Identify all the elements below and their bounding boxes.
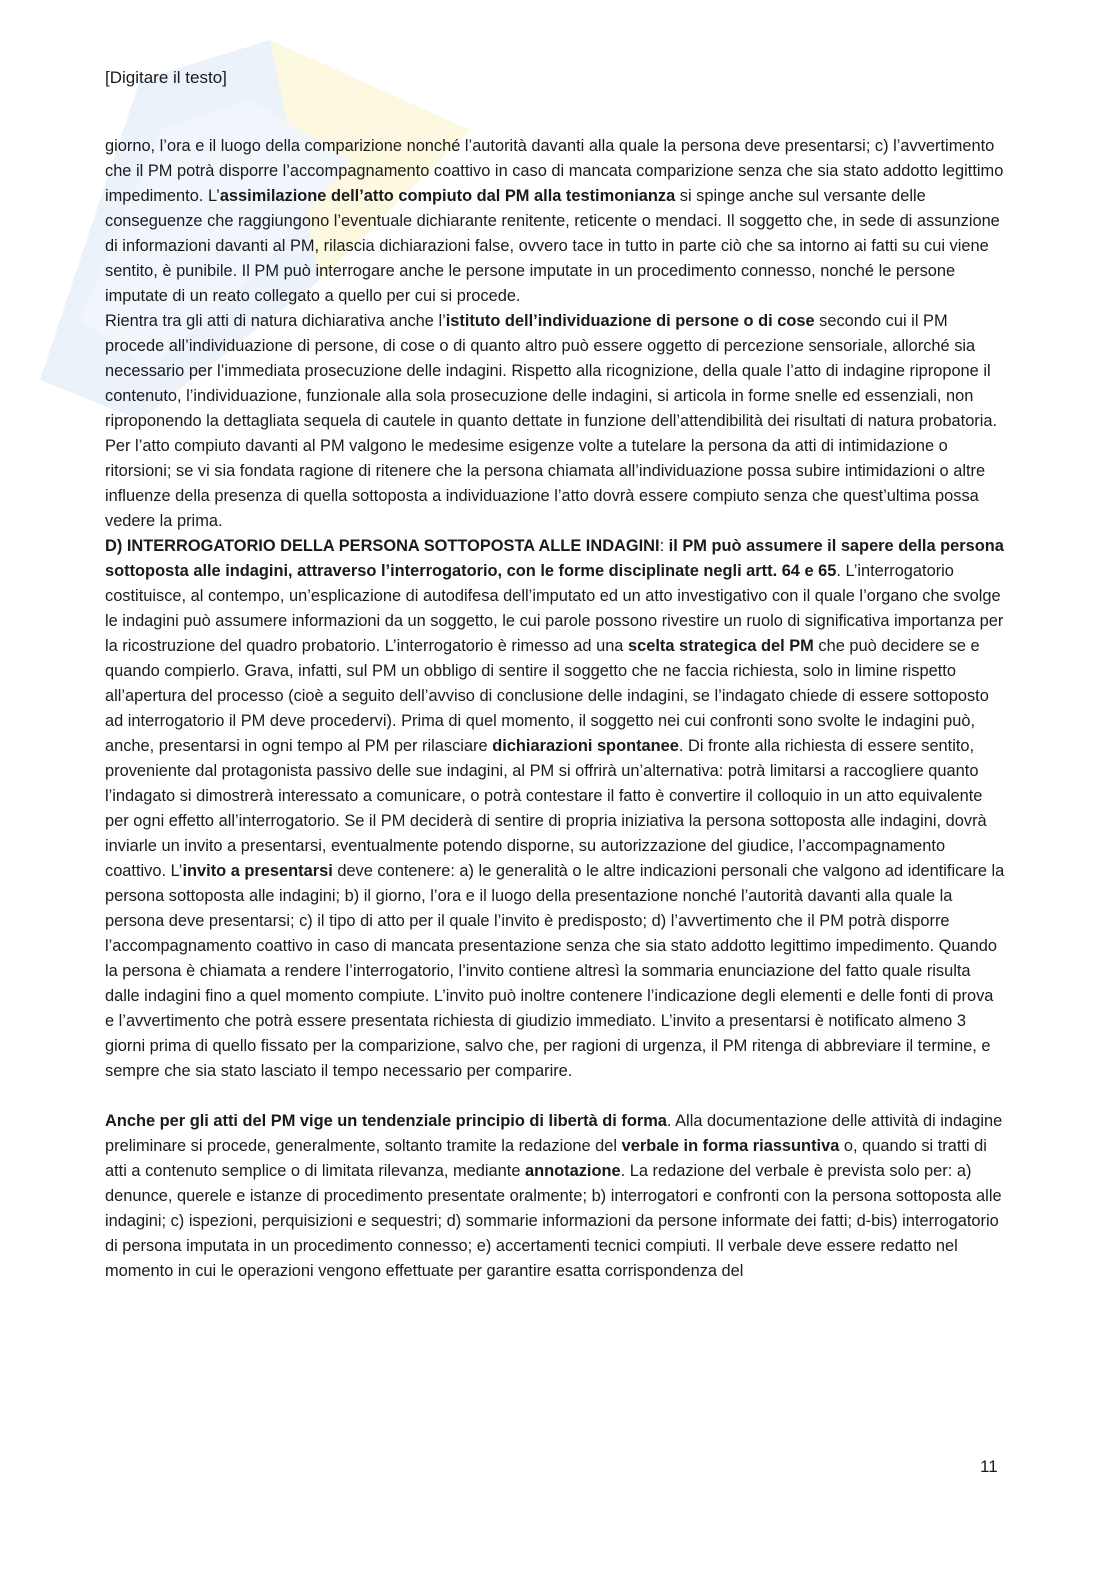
bold-text: Anche per gli atti del PM vige un tendenziale principio di libertà di forma xyxy=(105,1112,667,1130)
bold-text: annotazione xyxy=(525,1162,621,1180)
bold-text: il PM può assumere il sapere della persona sottoposta alle indagini, attraverso l’interrogatorio, con le forme disciplinate negli artt. 64 e 65 xyxy=(105,537,1004,580)
bold-text: invito a presentarsi xyxy=(182,862,333,880)
text-run: si spinge anche sul versante delle conseguenze che raggiungono l’eventuale dichiarante renitente, reticente o mendaci. Il soggetto che, in sede di assunzione di informazioni davanti al PM, rilascia dichiarazioni false, ovvero tace in tutto in parte ciò che sa intorno ai fatti su cui viene sentito, è punibile. Il PM può interrogare anche le persone imputate in un procedimento connesso, nonché le persone imputate di un reato collegato a quello per cui si procede. xyxy=(105,187,1000,305)
text-run: . La redazione del verbale è prevista solo per: a) denunce, querele e istanze di procedimento presentate oralmente; b) interrogatori e confronti con la persona sottoposta alle indagini; c) ispezioni, perquisizioni e sequestri; d) sommarie informazioni da persone informate dei fatti; d-bis) interrogatorio di persona imputata in un procedimento connesso; e) accertamenti tecnici compiuti. Il verbale deve essere redatto nel momento in cui le operazioni vengono effettuate per garantire esatta corrispondenza del xyxy=(105,1162,1002,1280)
text-run: o, quando si tratti di atti a contenuto semplice o di limitata rilevanza, mediante xyxy=(105,1137,987,1180)
bold-text: scelta strategica del PM xyxy=(627,637,814,655)
paragraph xyxy=(105,134,1005,309)
bold-text: D) INTERROGATORIO DELLA PERSONA SOTTOPOSTA ALLE INDAGINI xyxy=(105,537,660,555)
text-run: Rientra tra gli atti di natura dichiarativa anche l’ xyxy=(105,312,446,330)
text-run: . Di fronte alla richiesta di essere sentito, proveniente dal protagonista passivo delle sue indagini, al PM si offrirà un’alternativa: potrà limitarsi a raccogliere quanto l’indagato si dimostrerà interessato a comunicare, o potrà contestare il fatto è convertire il colloquio in un atto equivalente per ogni effetto all’interrogatorio. Se il PM deciderà di sentire di propria iniziativa la persona sottoposta alle indagini, dovrà inviarle un invito a presentarsi, eventualmente potendo disporne, su autorizzazione del giudice, l’accompagnamento coattivo. L’ xyxy=(105,737,987,880)
bold-text: istituto dell’individuazione di persone o di cose xyxy=(445,312,815,330)
page-number: 11 xyxy=(980,1457,998,1476)
bold-text: dichiarazioni spontanee xyxy=(492,737,679,755)
text-run: secondo cui il PM procede all’individuazione di persone, di cose o di quanto altro può essere oggetto di percezione sensoriale, allorché sia necessario per l’immediata prosecuzione delle indagini. Rispetto alla ricognizione, della quale l’atto di indagine ripropone il contenuto, l’individuazione, funzionale alla sola prosecuzione delle indagini, si articola in forme snelle ed essenziali, non riproponendo la dettagliata sequela di cautele in quanto dettate in funzione dell’attendibilità dei risultati di natura probatoria. Per l’atto compiuto davanti al PM valgono le medesime esigenze volte a tutelare la persona da atti di intimidazione o ritorsioni; se vi sia fondata ragione di ritenere che la persona chiamata all’individuazione possa subire intimidazioni o altre influenze della presenza di quella sottoposta a individuazione l’atto dovrà essere compiuto senza che quest’ultima possa vedere la prima. xyxy=(105,312,998,530)
text-run: che può decidere se e quando compierlo. Grava, infatti, sul PM un obbligo di sentire il soggetto che ne faccia richiesta, solo in limine rispetto all’apertura del processo (cioè a seguito dell’avviso di conclusione delle indagini, se l’indagato chiede di essere sottoposto ad interrogatorio il PM deve procedervi). Prima di quel momento, il soggetto nei cui confronti sono svolte le indagini può, anche, presentarsi in ogni tempo al PM per rilasciare xyxy=(105,637,989,755)
body-text xyxy=(105,134,1005,1284)
text-run: . Alla documentazione delle attività di indagine preliminare si procede, generalmente, soltanto tramite la redazione del xyxy=(105,1112,1003,1155)
paragraph xyxy=(105,534,1005,1084)
bold-text: verbale in forma riassuntiva xyxy=(621,1137,840,1155)
bold-text: assimilazione dell’atto compiuto dal PM alla testimonianza xyxy=(219,187,676,205)
text-run: giorno, l’ora e il luogo della comparizione nonché l’autorità davanti alla quale la persona deve presentarsi; c) l’avvertimento che il PM potrà disporre l’accompagnamento coattivo in caso di mancata comparizione senza che sia stato addotto legittimo impedimento. L’ xyxy=(105,137,1004,205)
paragraph xyxy=(105,309,1005,534)
text-run: : xyxy=(659,537,669,555)
text-run: deve contenere: a) le generalità o le altre indicazioni personali che valgono ad identificare la persona sottoposta alle indagini; b) il giorno, l’ora e il luogo della presentazione nonché l’autorità davanti alla quale la persona deve presentarsi; c) il tipo di atto per il quale l’invito è predisposto; d) l’avvertimento che il PM potrà disporre l’accompagnamento coattivo in caso di mancata presentazione senza che sia stato addotto legittimo impedimento. Quando la persona è chiamata a rendere l’interrogatorio, l’invito contiene altresì la sommaria enunciazione del fatto quale risulta dalle indagini fino a quel momento compiute. L’invito può inoltre contenere l’indicazione degli elementi e delle fonti di prova e l’avvertimento che potrà essere presentata richiesta di giudizio immediato. L’invito a presentarsi è notificato almeno 3 giorni prima di quello fissato per la comparizione, salvo che, per ragioni di urgenza, il PM ritenga di abbreviare il termine, e sempre che sia stato lasciato il tempo necessario per comparire. xyxy=(105,862,1005,1080)
text-run: . L’interrogatorio costituisce, al contempo, un’esplicazione di autodifesa dell’imputato ed un atto investigativo con il quale l’organo che svolge le indagini può assumere informazioni da un soggetto, le cui parole possono rivestire un ruolo di significativa importanza per la ricostruzione del quadro probatorio. L’interrogatorio è rimesso ad una xyxy=(105,562,1004,655)
paragraph xyxy=(105,1109,1005,1284)
page-header: [Digitare il testo] xyxy=(105,68,227,87)
